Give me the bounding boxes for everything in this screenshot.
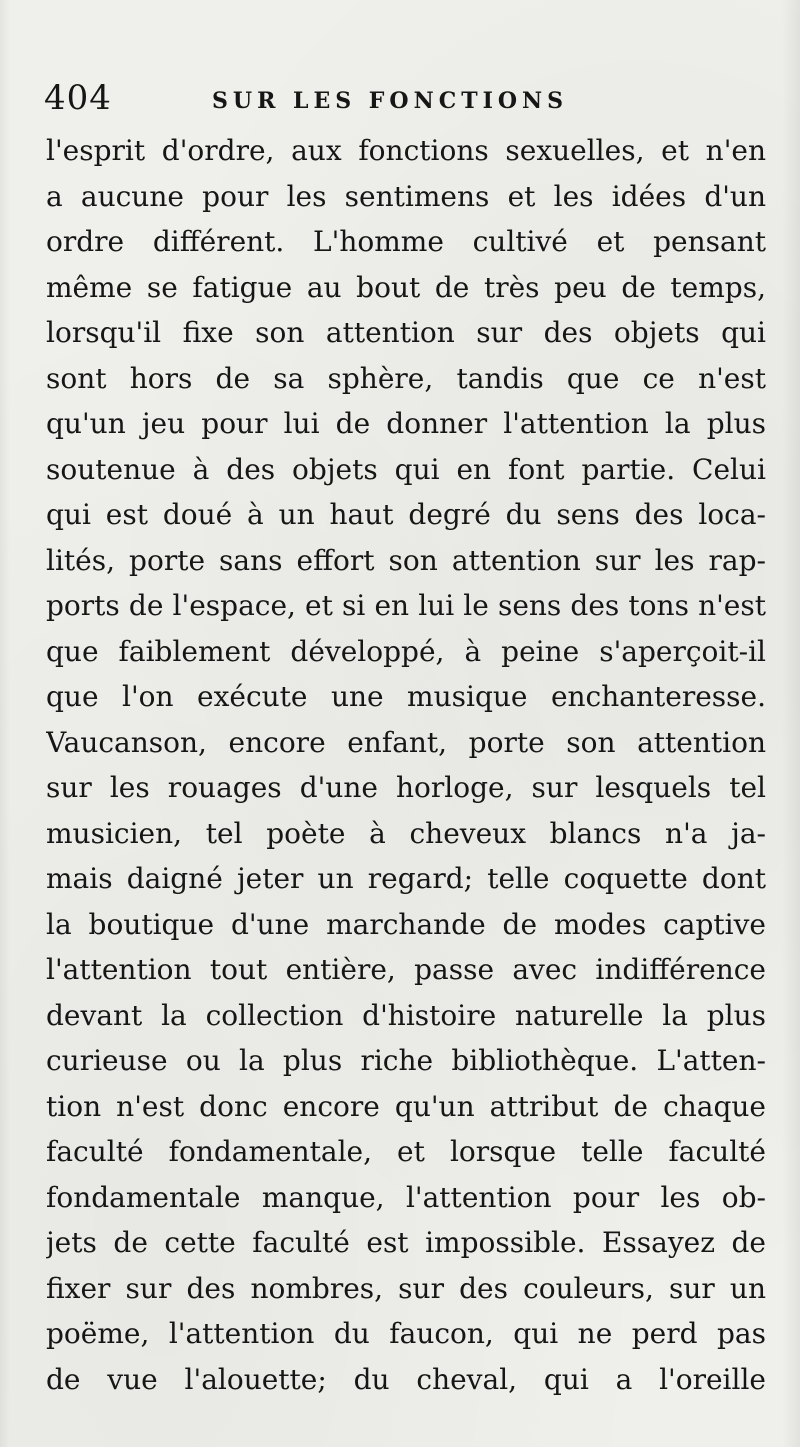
- text-line: faculté fondamentale, et lorsque telle faculté: [46, 1135, 766, 1168]
- page-edge-shadow-left: [0, 0, 10, 1447]
- text-line: même se fatigue au bout de très peu de temps,: [46, 270, 766, 304]
- text-line: l'esprit d'ordre, aux fonctions sexuelles, et n'en: [46, 134, 766, 167]
- body-text: [46, 128, 766, 1402]
- text-line: qu'un jeu pour lui de donner l'attention la plus: [46, 407, 766, 440]
- running-head: [44, 74, 604, 124]
- text-line: l'attention tout entière, passe avec indifférence: [46, 953, 766, 986]
- text-line: que l'on exécute une musique enchanteresse.: [46, 680, 766, 713]
- text-line: Vaucanson, encore enfant, porte son attention: [46, 725, 766, 759]
- text-line: tion n'est donc encore qu'un attribut de chaque: [46, 1089, 766, 1123]
- page-edge-shadow-right: [782, 0, 800, 1447]
- text-line: a aucune pour les sentimens et les idées d'un: [46, 179, 766, 213]
- page-number: 404: [44, 78, 112, 118]
- text-line: musicien, tel poète à cheveux blancs n'a ja-: [46, 816, 766, 850]
- text-line: de vue l'alouette; du cheval, qui a l'oreille: [46, 1362, 766, 1396]
- text-line: curieuse ou la plus riche bibliothèque. L'atten-: [46, 1044, 766, 1077]
- text-line: soutenue à des objets qui en font partie. Celui: [46, 452, 766, 486]
- text-line: qui est doué à un haut degré du sens des loca-: [46, 498, 766, 531]
- text-line: la boutique d'une marchande de modes captive: [46, 907, 766, 941]
- text-line: fondamentale manque, l'attention pour les ob-: [46, 1180, 766, 1214]
- text-line: sur les rouages d'une horloge, sur lesquels tel: [46, 771, 766, 804]
- text-line: sont hors de sa sphère, tandis que ce n'est: [46, 361, 766, 395]
- text-line: jets de cette faculté est impossible. Essayez de: [46, 1226, 766, 1259]
- text-line: poëme, l'attention du faucon, qui ne perd pas: [46, 1317, 766, 1350]
- text-line: fixer sur des nombres, sur des couleurs, sur un: [46, 1271, 766, 1305]
- text-line: lités, porte sans effort son attention sur les rap-: [46, 543, 766, 577]
- text-line: devant la collection d'histoire naturelle la plus: [46, 998, 766, 1032]
- text-line: ports de l'espace, et si en lui le sens des tons n'est: [46, 589, 766, 622]
- text-line: lorsqu'il fixe son attention sur des objets qui: [46, 316, 766, 349]
- text-line: mais daigné jeter un regard; telle coquette dont: [46, 862, 766, 895]
- text-line: ordre différent. L'homme cultivé et pensant: [46, 225, 766, 258]
- running-title: SUR LES FONCTIONS: [212, 88, 569, 114]
- text-line: que faiblement développé, à peine s'aperçoit-il: [46, 634, 766, 668]
